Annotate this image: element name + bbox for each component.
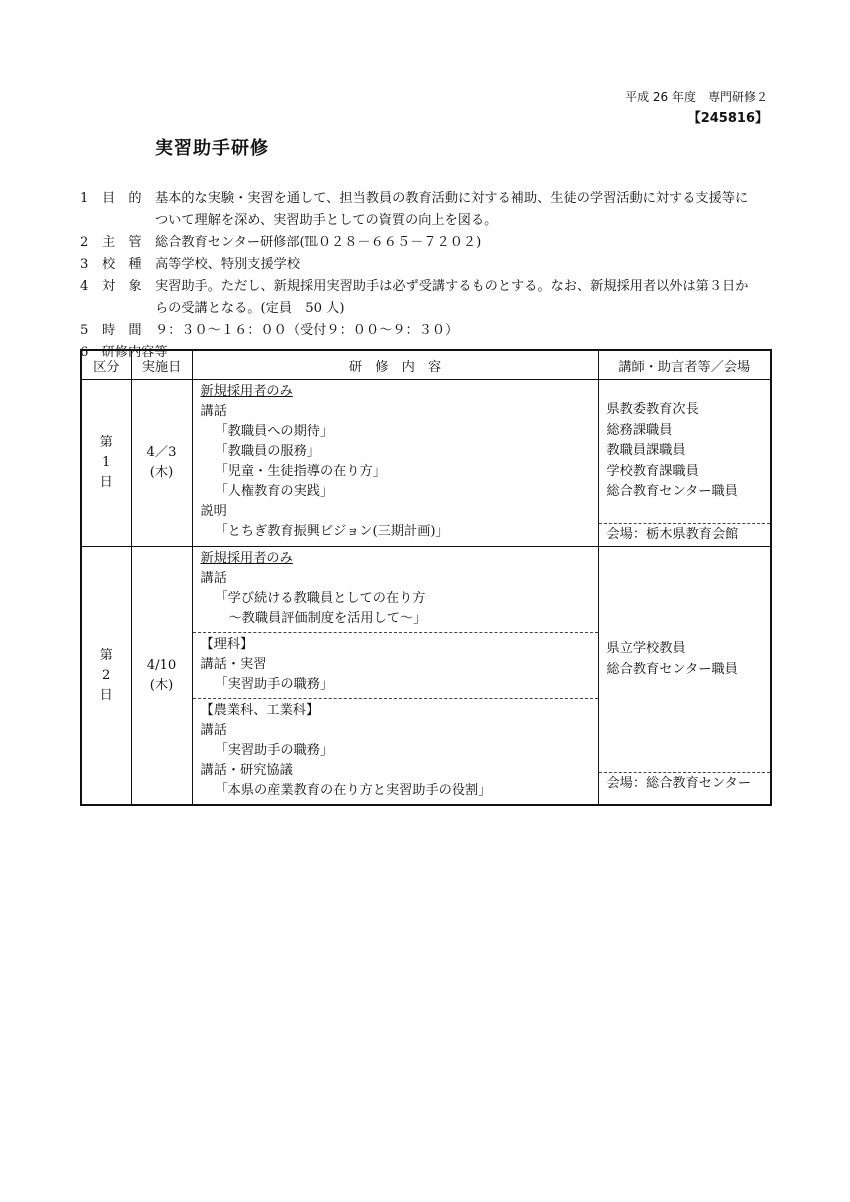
year-label: 平成 26 年度 専門研修２ (625, 90, 768, 104)
day2-content (192, 547, 598, 806)
day2-seg-agri-industry: 【農業科、工業科】 講話 「実習助手の職務」 講話・研究協議 「本県の産業教育の在り方と実習助手の役割」 (193, 698, 598, 804)
header-instructor: 講師・助言者等／会場 (598, 350, 771, 380)
day2-date: 4/10 (木) (131, 547, 192, 806)
schedule-table (80, 349, 772, 806)
day1-venue: 会場：栃木県教育会館 (599, 523, 771, 546)
day2-venue: 会場：総合教育センター (599, 772, 771, 795)
item-time: 5 時 間 ９：３０～１６：００（受付９：００～９：３０） (80, 323, 459, 338)
day2-division: 第 2 日 (81, 547, 131, 806)
item-purpose: 1 目 的 基本的な実験・実習を通して、担当教員の教育活動に対する補助、生徒の学習活動に対する支援等に ついて理解を深め、実習助手としての資質の向上を図る。 (80, 191, 749, 228)
day1-instructors: 県教委教育次長 総務課職員 教職員課職員 学校教育課職員 総合教育センター職員 会場：栃木県教育会館 (598, 380, 771, 547)
day1-content: 新規採用者のみ 講話 「教職員への期待」 「教職員の服務」 「児童・生徒指導の在り方」 「人権教育の実践」 説明 「とちぎ教育振興ビジョン(三期計画)」 (192, 380, 598, 547)
header-right (625, 86, 768, 130)
table-row-day1 (81, 380, 771, 547)
page-title: 実習助手研修 (155, 138, 269, 159)
header-division: 区分 (81, 350, 131, 380)
item-school-type: 3 校 種 高等学校、特別支援学校 (80, 257, 301, 272)
info-items (80, 188, 772, 364)
day2-instructors: 県立学校教員 総合教育センター職員 会場：総合教育センター (598, 547, 771, 806)
table-header-row (81, 350, 771, 380)
table-row-day2 (81, 547, 771, 806)
course-code: 【245816】 (687, 111, 768, 126)
day1-date: 4／3 (木) (131, 380, 192, 547)
item-target: 4 対 象 実習助手。ただし、新規採用実習助手は必ず受講するものとする。なお、新規採用者以外は第３日か らの受講となる。(定員 50 人) (80, 279, 749, 316)
day2-seg-new: 新規採用者のみ 講話 「学び続ける教職員としての在り方 ～教職員評価制度を活用して～」 (200, 551, 427, 626)
schedule-heading: 6 研修内容等 (80, 345, 168, 360)
day2-seg-science: 【理科】 講話・実習 「実習助手の職務」 (193, 632, 598, 698)
day1-division: 第 1 日 (81, 380, 131, 547)
header-content: 研 修 内 容 (192, 350, 598, 380)
item-management: 2 主 管 総合教育センター研修部(℡０２８－６６５－７２０２) (80, 235, 482, 250)
header-date: 実施日 (131, 350, 192, 380)
